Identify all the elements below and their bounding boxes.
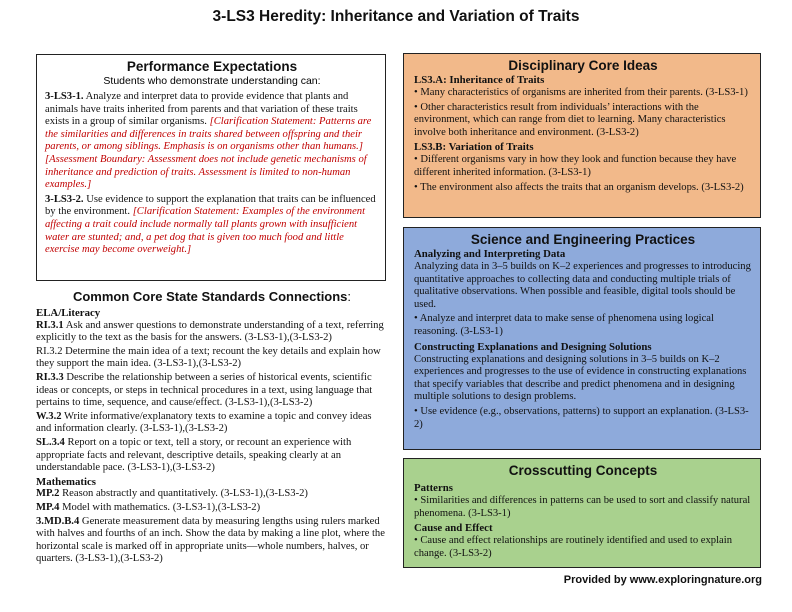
ccss-heading: Common Core State Standards Connections [72, 289, 348, 304]
math-heading: Mathematics [36, 475, 96, 488]
standard-item [36, 502, 388, 515]
disciplinary-core-ideas-box [403, 53, 761, 218]
standard-text: Reason abstractly and quantitatively. (3-LS3-1),(3-LS3-2) [62, 488, 308, 500]
standard-item [36, 411, 388, 436]
standard-text: Describe the relationship between a series of historical events, scientific ideas or concepts, or steps in technical procedures in a text, using language that pertains to time, sequence, and cause/effect. (3-LS3-1),(3-LS3-2) [36, 371, 373, 409]
standard-text: Report on a topic or text, tell a story, or recount an experience with appropriate facts and relevant, descriptive details, speaking clearly at an understandable pace. (3-LS3-1),(3-LS3-2) [36, 436, 352, 474]
ccss-heading-colon: : [347, 289, 352, 304]
math-list [36, 488, 388, 566]
standard-code: RI.3.3 [36, 371, 64, 383]
pe-item-1 [45, 91, 379, 192]
standard-code: W.3.2 [36, 410, 62, 422]
pe-subheading: Students who demonstrate understanding can: [103, 75, 321, 87]
cc-para-2: • Cause and effect relationships are routinely identified and used to explain change. (3-LS3-2) [414, 535, 732, 559]
pe2-note: [Clarification Statement: Examples of the environment affecting a trait could include normally tall plants grown with insufficient water are stunted; and, a pet dog that is given too much food and little exercise may become overweight.] [45, 206, 366, 256]
standard-item [36, 437, 388, 475]
standard-item [36, 372, 388, 410]
standard-code: SL.3.4 [36, 436, 65, 448]
dci-b-heading: LS3.B: Variation of Traits [414, 141, 534, 154]
ccss-heading-row [36, 288, 388, 305]
pe-item-2 [45, 194, 379, 257]
standard-text: Ask and answer questions to demonstrate understanding of a text, referring explicitly to the text as the basis for the answers. (3-LS3-1),(3-LS3-2) [36, 319, 384, 344]
performance-expectations-box [36, 54, 386, 281]
sep-para-2: Constructing explanations and designing solutions in 3–5 builds on K–2 experiences and progresses to the use of evidence in constructing explanations that specify variables that describe and predict phenomena and in designing multiple solutions to design problems. [414, 353, 747, 403]
sep-heading-1: Analyzing and Interpreting Data [414, 248, 566, 260]
dci-b-item-1: • Different organisms vary in how they look and function because they have different inherited information. (3-LS3-1) [414, 154, 737, 178]
common-core-section [36, 288, 388, 567]
pe1-note: [Clarification Statement: Patterns are the similarities and differences in traits shared between offspring and their parents, or among siblings. Emphasis is on organisms other than humans.] [Assessment Boundary: Assessment does not include genetic mechanisms of inheritance and prediction of traits. Assessment is limited to non-human examples.] [45, 116, 372, 191]
standard-item [36, 320, 388, 345]
standard-item [36, 346, 388, 371]
footer-credit: Provided by www.exploringnature.org [563, 574, 762, 586]
sep-bullet-1: • Analyze and interpret data to make sense of phenomena using logical reasoning. (3-LS3-1) [414, 313, 714, 337]
pe1-text: Analyze and interpret data to provide evidence that plants and animals have traits inherited from parents and that variation of these traits exists in a group of similar organisms. [45, 91, 358, 128]
dci-b-item-2: • The environment also affects the traits that an organism develops. (3-LS3-2) [414, 181, 744, 193]
standard-code: RI.3.2 [36, 345, 63, 357]
sep-heading-2: Constructing Explanations and Designing Solutions [414, 340, 652, 353]
page-title: 3-LS3 Heredity: Inheritance and Variation of Traits [212, 8, 580, 25]
standard-item [36, 488, 388, 501]
standard-text: Model with mathematics. (3-LS3-1),(3-LS3-2) [62, 501, 261, 513]
standard-code: MP.4 [36, 501, 60, 513]
dci-heading: Disciplinary Core Ideas [508, 58, 658, 73]
cc-para-1: • Similarities and differences in patterns can be used to sort and classify natural phenomena. (3-LS3-1) [414, 495, 751, 519]
dci-a-item-1: • Many characteristics of organisms are inherited from their parents. (3-LS3-1) [414, 87, 748, 98]
pe-heading: Performance Expectations [126, 59, 298, 74]
cc-heading-2: Cause and Effect [414, 522, 493, 535]
standard-code: 3.MD.B.4 [36, 515, 80, 527]
standard-code: MP.2 [36, 488, 60, 500]
dci-a-item-2: • Other characteristics result from individuals’ interactions with the environment, which can range from diet to learning. Many characteristics involve both inheritance and environment. (3-LS3-2) [414, 101, 726, 138]
pe2-text: Use evidence to support the explanation that traits can be influenced by the environment. [45, 193, 376, 218]
sep-heading: Science and Engineering Practices [470, 232, 696, 247]
sep-para-1: Analyzing data in 3–5 builds on K–2 experiences and progresses to introducing quantitative approaches to collecting data and conducting multiple trials of qualitative observations. When possible and feasible, digital tools should be used. [414, 261, 751, 310]
standard-text: Generate measurement data by measuring lengths using rulers marked with halves and fourths of an inch. Show the data by making a line plot, where the horizontal scale is marked off in appropriate units—whole numbers, halves, or quarters. (3-LS3-1),(3-LS3-2) [36, 515, 385, 565]
science-engineering-practices-box [403, 227, 761, 450]
cc-heading: Crosscutting Concepts [508, 463, 658, 478]
standard-text: Write informative/explanatory texts to examine a topic and convey ideas and information clearly. (3-LS3-1),(3-LS3-2) [36, 410, 372, 435]
ela-heading: ELA/Literacy [36, 307, 101, 319]
cc-heading-1: Patterns [414, 482, 453, 494]
sep-bullet-2: • Use evidence (e.g., observations, patterns) to support an explanation. (3-LS3-2) [414, 405, 749, 430]
ela-list [36, 320, 388, 475]
standard-item [36, 516, 388, 566]
standard-code: RI.3.1 [36, 319, 64, 331]
pe2-code: 3-LS3-2. [45, 193, 84, 205]
standard-text: Determine the main idea of a text; recount the key details and explain how they support the main idea. (3-LS3-1),(3-LS3-2) [36, 345, 381, 370]
crosscutting-concepts-box [403, 458, 761, 568]
dci-a-heading: LS3.A: Inheritance of Traits [414, 74, 545, 86]
pe1-code: 3-LS3-1. [45, 91, 84, 102]
